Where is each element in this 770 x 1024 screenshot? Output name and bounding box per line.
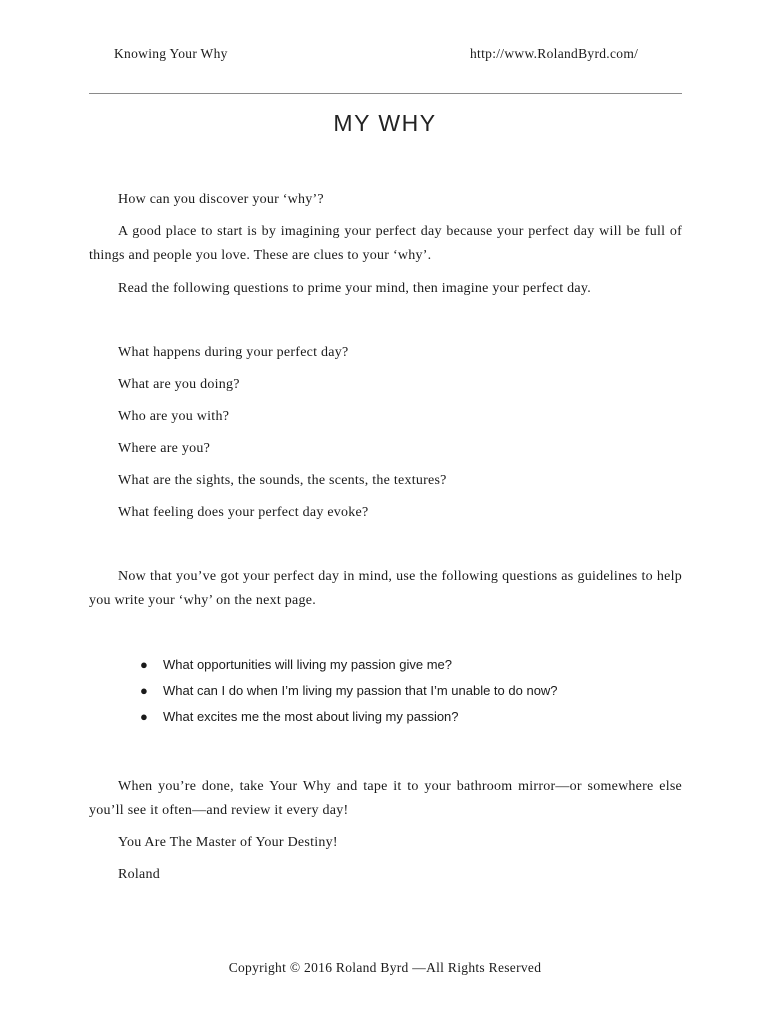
intro-question: How can you discover your ‘why’?: [118, 192, 324, 207]
bullet-icon: ●: [140, 709, 148, 724]
list-item-text: What can I do when I’m living my passion that I’m unable to do now?: [163, 683, 558, 698]
signature: Roland: [118, 867, 160, 882]
closing-motto: You Are The Master of Your Destiny!: [118, 835, 338, 850]
question-item: Where are you?: [118, 441, 211, 456]
question-item: Who are you with?: [118, 409, 230, 424]
bullet-icon: ●: [140, 683, 148, 698]
question-item: What feeling does your perfect day evoke?: [118, 505, 369, 520]
question-item: What happens during your perfect day?: [118, 345, 349, 360]
intro-instruction: Read the following questions to prime your mind, then imagine your perfect day.: [118, 281, 591, 296]
intro-paragraph: A good place to start is by imagining your perfect day because your perfect day will be full of things and people you love. These are clues to your ‘why’.: [89, 224, 682, 263]
transition-paragraph: Now that you’ve got your perfect day in mind, use the following questions as guidelines to help you write your ‘why’ on the next page.: [89, 569, 682, 608]
closing-paragraph: When you’re done, take Your Why and tape it to your bathroom mirror—or somewhere else you’ll see it often—and review it every day!: [89, 779, 682, 818]
guideline-list: [137, 654, 558, 732]
list-item: [137, 680, 558, 706]
list-item-text: What excites me the most about living my passion?: [163, 709, 459, 724]
page-footer-copyright: Copyright © 2016 Roland Byrd —All Rights Reserved: [228, 960, 542, 975]
bullet-icon: ●: [140, 657, 148, 672]
list-item: [137, 706, 558, 732]
page-header-title: Knowing Your Why: [114, 46, 228, 61]
header-divider: [89, 93, 682, 94]
list-item: [137, 654, 558, 680]
page-header-url: http://www.RolandByrd.com/: [470, 46, 639, 61]
list-item-text: What opportunities will living my passion give me?: [163, 657, 453, 672]
question-item: What are the sights, the sounds, the scents, the textures?: [118, 473, 447, 488]
question-item: What are you doing?: [118, 377, 240, 392]
page-title: MY WHY: [333, 110, 437, 136]
